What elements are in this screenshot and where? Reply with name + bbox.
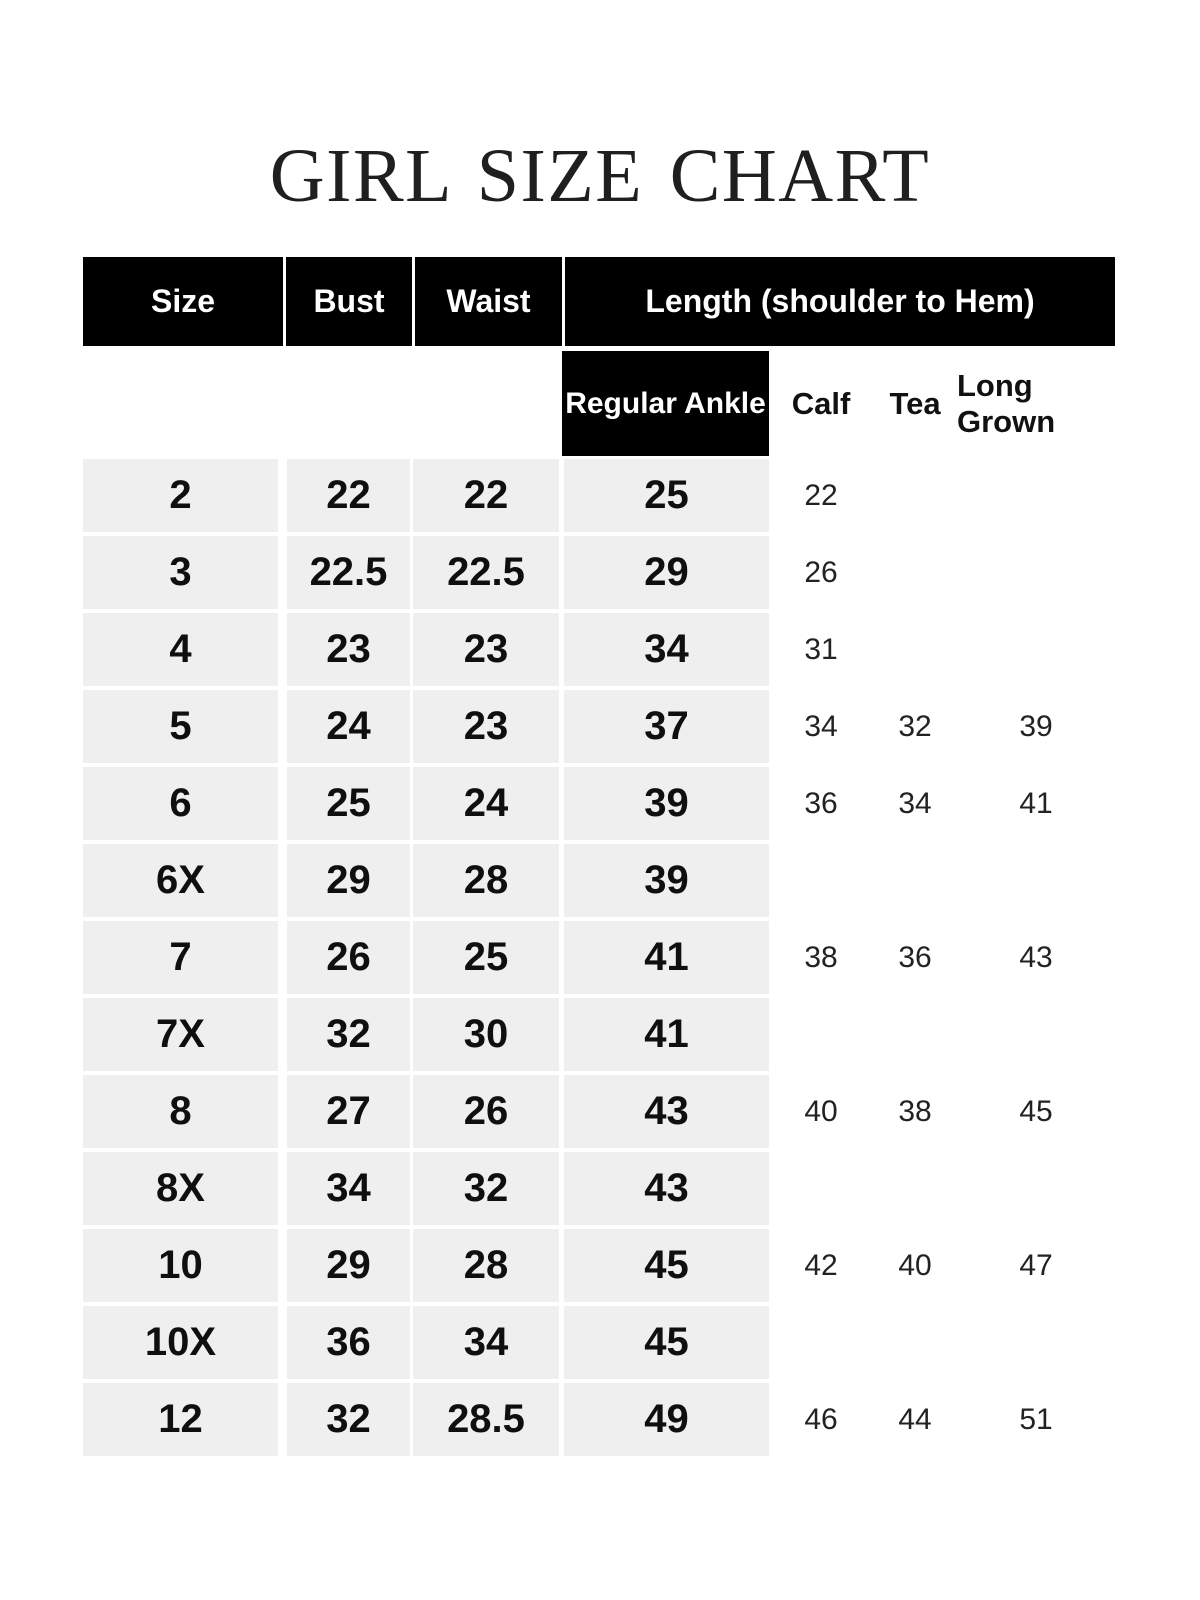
cell-long-grown xyxy=(957,998,1115,1071)
table-row xyxy=(83,1383,1115,1456)
table-row xyxy=(83,459,1115,532)
cell-calf: 46 xyxy=(804,1402,838,1436)
cell-regular-ankle: 41 xyxy=(564,921,769,994)
cell-waist: 25 xyxy=(413,921,559,994)
cell-bust: 22 xyxy=(287,459,410,532)
cell-regular-ankle: 39 xyxy=(564,844,769,917)
cell-long-grown xyxy=(957,844,1115,917)
page-title: GIRL SIZE CHART xyxy=(269,134,931,218)
table-row xyxy=(83,1229,1115,1302)
cell-size: 10 xyxy=(83,1229,278,1302)
cell-calf: 34 xyxy=(804,709,838,743)
cell-waist: 34 xyxy=(413,1306,559,1379)
cell-calf: 40 xyxy=(804,1094,838,1128)
cell-waist: 28 xyxy=(413,844,559,917)
cell-regular-ankle: 29 xyxy=(564,536,769,609)
cell-size: 3 xyxy=(83,536,278,609)
cell-size: 5 xyxy=(83,690,278,763)
cell-size: 6X xyxy=(83,844,278,917)
header-waist: Waist xyxy=(412,257,562,346)
table-row xyxy=(83,536,1115,609)
cell-tea xyxy=(873,536,957,609)
cell-waist: 22 xyxy=(413,459,559,532)
cell-long-grown: 45 xyxy=(1019,1094,1053,1128)
cell-tea xyxy=(873,459,957,532)
cell-calf: 22 xyxy=(804,478,838,512)
cell-bust: 22.5 xyxy=(287,536,410,609)
cell-calf: 31 xyxy=(804,632,838,666)
cell-size: 6 xyxy=(83,767,278,840)
cell-long-grown xyxy=(957,536,1115,609)
cell-size: 2 xyxy=(83,459,278,532)
size-chart-table xyxy=(83,257,1115,1459)
cell-size: 7 xyxy=(83,921,278,994)
cell-calf xyxy=(769,844,873,917)
cell-size: 7X xyxy=(83,998,278,1071)
table-header-row xyxy=(83,257,1115,346)
cell-regular-ankle: 45 xyxy=(564,1229,769,1302)
cell-waist: 32 xyxy=(413,1152,559,1225)
table-row xyxy=(83,690,1115,763)
cell-size: 10X xyxy=(83,1306,278,1379)
cell-waist: 23 xyxy=(413,690,559,763)
cell-regular-ankle: 45 xyxy=(564,1306,769,1379)
cell-bust: 36 xyxy=(287,1306,410,1379)
cell-waist: 28.5 xyxy=(413,1383,559,1456)
cell-bust: 29 xyxy=(287,844,410,917)
cell-regular-ankle: 49 xyxy=(564,1383,769,1456)
table-row xyxy=(83,921,1115,994)
cell-long-grown xyxy=(957,613,1115,686)
cell-bust: 32 xyxy=(287,998,410,1071)
subheader-long-grown: Long Grown xyxy=(957,367,1056,439)
cell-tea xyxy=(873,613,957,686)
header-size: Size xyxy=(150,283,216,319)
cell-long-grown: 47 xyxy=(1019,1248,1053,1282)
cell-tea xyxy=(873,844,957,917)
cell-waist: 22.5 xyxy=(413,536,559,609)
cell-tea xyxy=(873,1306,957,1379)
cell-calf xyxy=(769,998,873,1071)
cell-tea: 34 xyxy=(898,786,932,820)
cell-tea: 32 xyxy=(898,709,932,743)
table-body xyxy=(83,459,1115,1460)
header-bust: Bust xyxy=(283,257,412,346)
subheader-tea: Tea xyxy=(889,385,941,421)
cell-tea: 40 xyxy=(898,1248,932,1282)
cell-bust: 29 xyxy=(287,1229,410,1302)
cell-long-grown xyxy=(957,1152,1115,1225)
cell-waist: 26 xyxy=(413,1075,559,1148)
cell-bust: 27 xyxy=(287,1075,410,1148)
cell-long-grown: 41 xyxy=(1019,786,1053,820)
cell-tea: 44 xyxy=(898,1402,932,1436)
cell-long-grown: 51 xyxy=(1019,1402,1053,1436)
cell-bust: 26 xyxy=(287,921,410,994)
table-row xyxy=(83,1152,1115,1225)
cell-waist: 24 xyxy=(413,767,559,840)
table-row xyxy=(83,998,1115,1071)
cell-size: 8 xyxy=(83,1075,278,1148)
cell-calf: 36 xyxy=(804,786,838,820)
cell-regular-ankle: 43 xyxy=(564,1075,769,1148)
cell-tea: 36 xyxy=(898,940,932,974)
cell-regular-ankle: 34 xyxy=(564,613,769,686)
cell-calf: 38 xyxy=(804,940,838,974)
cell-tea xyxy=(873,1152,957,1225)
table-row xyxy=(83,767,1115,840)
cell-long-grown: 43 xyxy=(1019,940,1053,974)
cell-bust: 23 xyxy=(287,613,410,686)
cell-bust: 24 xyxy=(287,690,410,763)
table-row xyxy=(83,613,1115,686)
cell-regular-ankle: 25 xyxy=(564,459,769,532)
table-row xyxy=(83,844,1115,917)
cell-tea: 38 xyxy=(898,1094,932,1128)
table-row xyxy=(83,1075,1115,1148)
header-length-group: Length (shoulder to Hem) xyxy=(562,257,1115,346)
cell-size: 8X xyxy=(83,1152,278,1225)
subheader-regular-ankle: Regular Ankle xyxy=(562,351,769,456)
cell-calf xyxy=(769,1306,873,1379)
table-row xyxy=(83,1306,1115,1379)
cell-waist: 28 xyxy=(413,1229,559,1302)
cell-bust: 32 xyxy=(287,1383,410,1456)
cell-long-grown xyxy=(957,459,1115,532)
cell-long-grown: 39 xyxy=(1019,709,1053,743)
cell-calf xyxy=(769,1152,873,1225)
cell-size: 4 xyxy=(83,613,278,686)
cell-regular-ankle: 43 xyxy=(564,1152,769,1225)
cell-long-grown xyxy=(957,1306,1115,1379)
cell-waist: 23 xyxy=(413,613,559,686)
cell-size: 12 xyxy=(83,1383,278,1456)
subheader-calf: Calf xyxy=(791,385,851,421)
cell-regular-ankle: 39 xyxy=(564,767,769,840)
cell-regular-ankle: 37 xyxy=(564,690,769,763)
cell-calf: 42 xyxy=(804,1248,838,1282)
cell-bust: 25 xyxy=(287,767,410,840)
cell-regular-ankle: 41 xyxy=(564,998,769,1071)
cell-tea xyxy=(873,998,957,1071)
cell-bust: 34 xyxy=(287,1152,410,1225)
cell-waist: 30 xyxy=(413,998,559,1071)
cell-calf: 26 xyxy=(804,555,838,589)
